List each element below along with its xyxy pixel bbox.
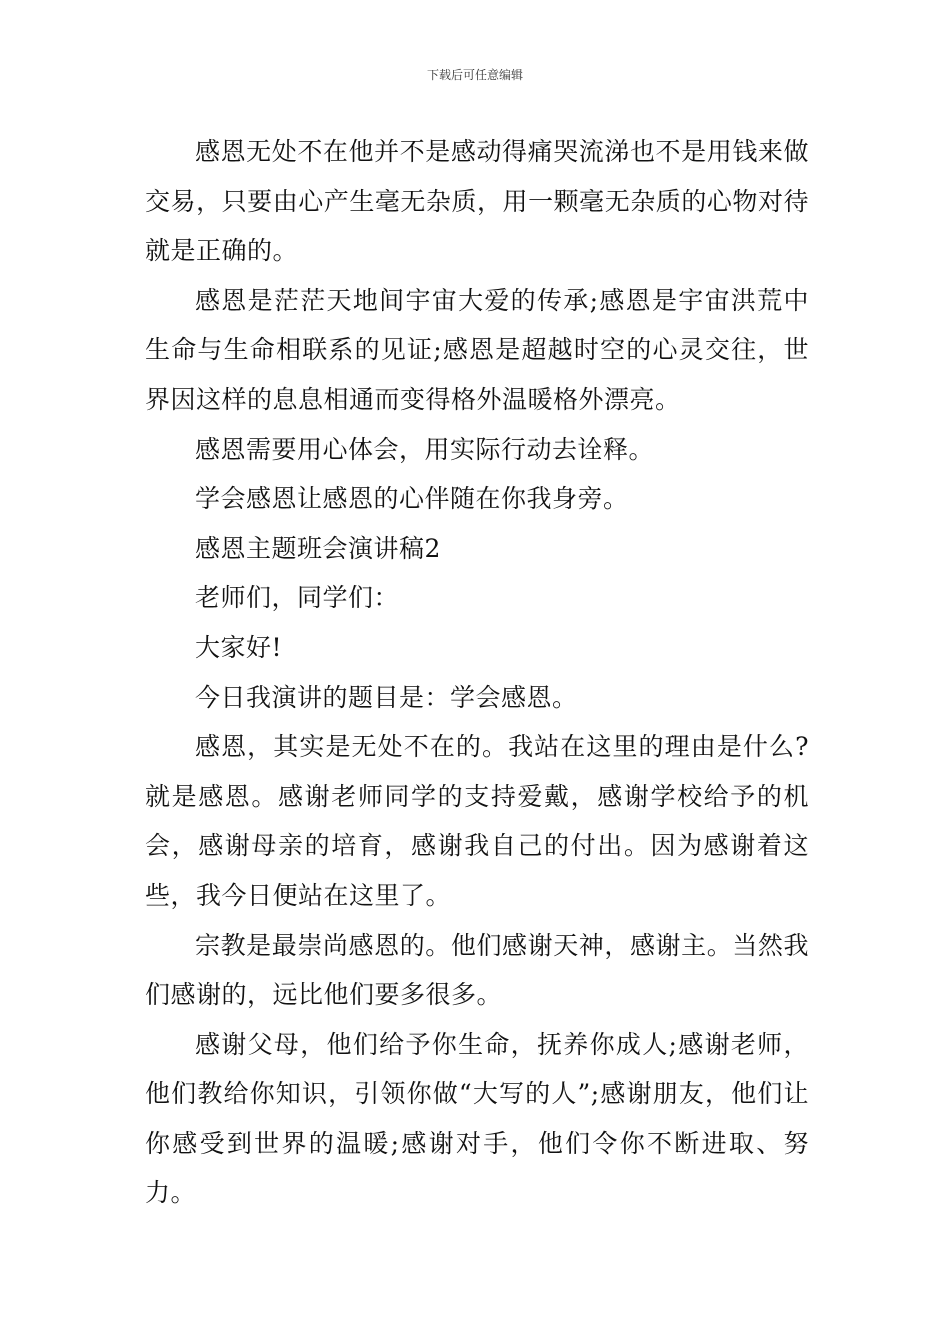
page-header-note: 下载后可任意编辑 bbox=[426, 68, 523, 82]
paragraph: 宗教是最崇尚感恩的。他们感谢天神，感谢主。当然我们感谢的，远比他们要多很多。 bbox=[145, 930, 809, 1010]
paragraph: 学会感恩让感恩的心伴随在你我身旁。 bbox=[195, 484, 629, 514]
document-body bbox=[145, 127, 809, 1218]
greeting: 大家好! bbox=[195, 632, 283, 662]
paragraph: 感恩是茫茫天地间宇宙大爱的传承;感恩是宇宙洪荒中生命与生命相联系的见证;感恩是超越时空的心灵交往，世界因这样的息息相通而变得格外温暖格外漂亮。 bbox=[145, 285, 809, 414]
paragraph: 感恩无处不在他并不是感动得痛哭流涕也不是用钱来做交易，只要由心产生毫无杂质，用一颗毫无杂质的心物对待就是正确的。 bbox=[145, 137, 809, 266]
paragraph: 感谢父母，他们给予你生命，抚养你成人;感谢老师，他们教给你知识，引领你做“大写的人”;感谢朋友，他们让你感受到世界的温暖;感谢对手，他们令你不断进取、努力。 bbox=[145, 1029, 809, 1208]
paragraph: 感恩需要用心体会，用实际行动去诠释。 bbox=[195, 434, 655, 464]
paragraph: 今日我演讲的题目是：学会感恩。 bbox=[195, 682, 578, 712]
salutation: 老师们，同学们： bbox=[195, 583, 400, 613]
speech-title: 感恩主题班会演讲稿2 bbox=[195, 533, 441, 563]
paragraph: 感恩，其实是无处不在的。我站在这里的理由是什么?就是感恩。感谢老师同学的支持爱戴，感谢学校给予的机会，感谢母亲的培育，感谢我自己的付出。因为感谢着这些，我今日便站在这里了。 bbox=[145, 732, 809, 910]
